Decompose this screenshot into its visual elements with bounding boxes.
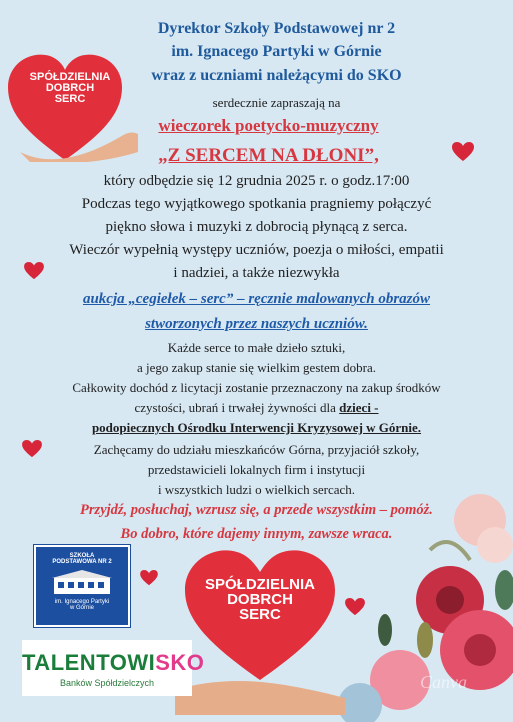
- talent-logo-part1: TALENTOWI: [22, 650, 156, 675]
- heart-logo-line3: SERC: [239, 606, 281, 623]
- heart-logo-line1: SPÓŁDZIELNIA: [204, 576, 315, 593]
- body-line: przedstawicieli lokalnych firm i instytucji: [147, 462, 366, 477]
- body-line: a jego zakup stanie się wielkim gestem dobra.: [137, 360, 376, 375]
- heart-logo-line2: DOBRCH: [45, 82, 95, 94]
- heart-logo-bottom: [195, 577, 325, 622]
- heart-logo-line2: DOBRCH: [227, 591, 293, 608]
- auction-link-line2[interactable]: stworzonych przez naszych uczniów.: [145, 316, 368, 332]
- closing-line1: Przyjdź, posłuchaj, wzrusz się, a przede wszystkim – pomóż.: [80, 502, 433, 518]
- small-heart-icon: [140, 570, 158, 586]
- event-title-text: „Z SERCEM NA DŁONI”,: [158, 145, 379, 166]
- body-line: Całkowity dochód z licytacji zostanie przeznaczony na zakup środków: [72, 380, 441, 395]
- header-line4: serdecznie zapraszają na: [212, 95, 341, 110]
- event-title: [0, 145, 513, 167]
- body-line: Każde serce to małe dzieło sztuki,: [167, 340, 346, 355]
- heart-on-hand-icon: [175, 540, 345, 715]
- body-line: Zachęcamy do udziału mieszkańców Górna, przyjaciół szkoły,: [93, 442, 420, 457]
- body-line-text: czystości, ubrań i trwałej żywności dla: [134, 400, 340, 415]
- heart-logo-line3: SERC: [54, 93, 86, 105]
- school-logo-line2: PODSTAWOWA NR 2: [52, 559, 112, 565]
- talent-logo-part2: SKO: [155, 650, 205, 675]
- school-building-icon: [52, 568, 112, 596]
- auction-link-line1[interactable]: aukcja „cegiełek – serc” – ręcznie malowanych obrazów: [82, 291, 431, 307]
- body-line-date: który odbędzie się 12 grudnia 2025 r. o godz.17:00: [103, 173, 410, 189]
- body-line: piękno słowa i muzyki z dobrocią płynącą z serca.: [105, 219, 408, 235]
- beneficiary-link[interactable]: dzieci -: [339, 400, 379, 415]
- header-line1: Dyrektor Szkoły Podstawowej nr 2: [157, 20, 396, 37]
- heart-logo-line1: SPÓŁDZIELNIA: [29, 71, 111, 83]
- talent-logo-sub: Banków Spółdzielczych: [59, 678, 155, 688]
- school-logo: [34, 545, 130, 627]
- talentowisko-logo: [22, 640, 205, 696]
- event-name: [0, 116, 513, 136]
- small-heart-icon: [345, 598, 365, 616]
- body-line: Wieczór wypełnią występy uczniów, poezja o miłości, empatii: [69, 242, 444, 258]
- event-name-text: wieczorek poetycko-muzyczny: [158, 116, 379, 135]
- school-logo-line4: w Górnie: [69, 605, 94, 611]
- body-line: [0, 400, 513, 416]
- body-line: i wszystkich ludzi o wielkich sercach.: [157, 482, 356, 497]
- beneficiary-link-line2[interactable]: podopiecznych Ośrodku Interwencji Kryzysowej w Górnie.: [91, 420, 422, 435]
- header-line3: wraz z uczniami należącymi do SKO: [151, 67, 402, 84]
- header-line2: im. Ignacego Partyki w Górnie: [171, 43, 382, 60]
- body-line: i nadziei, a także niezwykła: [173, 265, 340, 281]
- school-logo-line3: im. Ignacego Partyki: [54, 599, 110, 605]
- canva-watermark: Canva: [420, 672, 467, 692]
- closing-line2: Bo dobro, które dajemy innym, zawsze wraca.: [120, 526, 393, 542]
- body-line: Podczas tego wyjątkowego spotkania pragniemy połączyć: [81, 196, 432, 212]
- school-logo-line1: SZKOŁA: [69, 553, 95, 559]
